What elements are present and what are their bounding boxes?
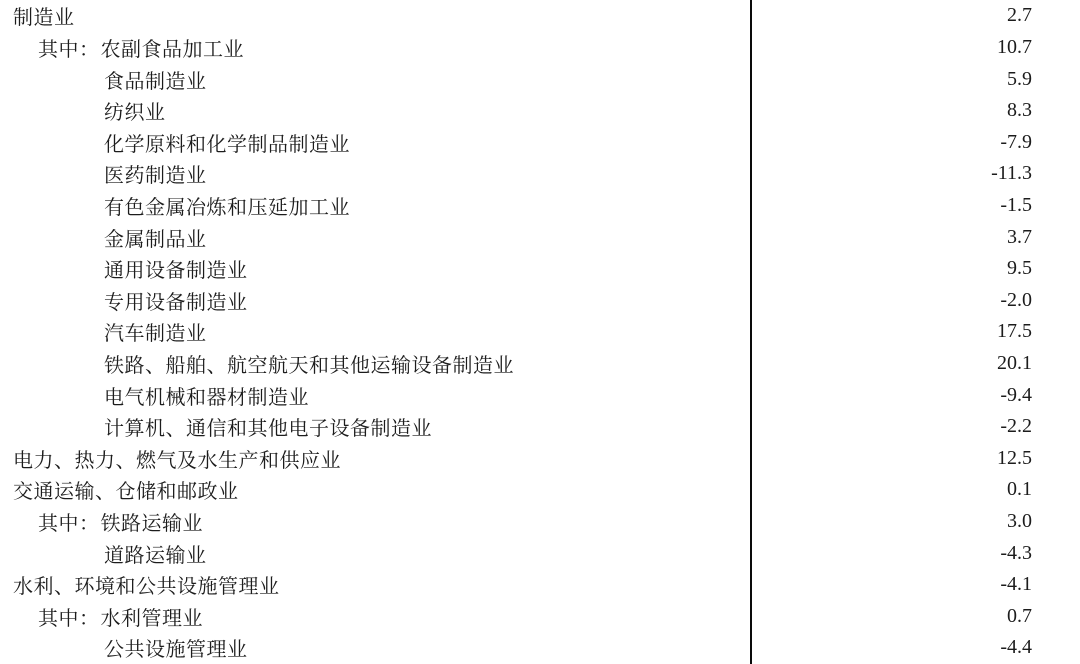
- industry-name: 铁路运输业: [100, 513, 203, 536]
- industry-name: 专用设备制造业: [104, 291, 248, 314]
- table-row: [0, 284, 1080, 316]
- industry-label: [0, 444, 752, 473]
- industry-name: 汽车制造业: [104, 323, 207, 346]
- industry-name: 食品制造业: [104, 70, 207, 93]
- industry-label: [0, 65, 752, 94]
- table-row: [0, 253, 1080, 285]
- industry-label: [0, 412, 752, 441]
- industry-label: [0, 633, 752, 662]
- growth-value: 20.1: [997, 352, 1032, 374]
- among-which-prefix: 其中：: [38, 607, 100, 630]
- growth-value: 10.7: [997, 35, 1032, 58]
- table-row: [0, 348, 1080, 380]
- industry-name: 电气机械和器材制造业: [104, 386, 309, 409]
- industry-label: [0, 539, 752, 568]
- table-row: [0, 474, 1080, 506]
- table-row: [0, 32, 1080, 64]
- industry-name: 道路运输业: [104, 544, 207, 567]
- growth-value: -2.0: [1000, 288, 1032, 311]
- growth-value: -1.5: [1000, 193, 1032, 216]
- growth-value: 3.0: [1007, 510, 1032, 533]
- growth-value: 0.1: [1007, 478, 1032, 501]
- industry-label: [0, 507, 752, 536]
- industry-name: 金属制品业: [104, 228, 207, 251]
- table-row: [0, 316, 1080, 348]
- industry-label: [0, 349, 752, 378]
- industry-label: [0, 128, 752, 157]
- growth-value: -7.9: [1000, 130, 1032, 153]
- table-row: [0, 158, 1080, 190]
- growth-value: -4.3: [1000, 541, 1032, 564]
- table-row: [0, 632, 1080, 664]
- table-row: [0, 190, 1080, 222]
- table-row: [0, 537, 1080, 569]
- industry-name: 水利、环境和公共设施管理业: [13, 576, 280, 599]
- industry-label: [0, 96, 752, 125]
- growth-value: -11.3: [991, 162, 1032, 185]
- table-row: [0, 506, 1080, 538]
- industry-label: [0, 254, 752, 283]
- industry-label: [0, 1, 752, 30]
- industry-label: [0, 602, 752, 631]
- growth-value: 0.7: [1007, 604, 1032, 627]
- table-row: [0, 95, 1080, 127]
- growth-value: 9.5: [1007, 257, 1032, 280]
- table-row: [0, 221, 1080, 253]
- growth-value: -4.1: [1000, 573, 1032, 596]
- growth-value: 17.5: [997, 320, 1032, 343]
- industry-name: 化学原料和化学制品制造业: [104, 133, 350, 156]
- growth-value: 3.7: [1007, 225, 1032, 248]
- growth-value: 2.7: [1007, 4, 1032, 27]
- growth-value: 8.3: [1007, 99, 1032, 122]
- table-row: [0, 63, 1080, 95]
- growth-value: 12.5: [997, 446, 1032, 469]
- industry-name: 医药制造业: [104, 165, 207, 188]
- industry-label: [0, 33, 752, 62]
- industry-name: 铁路、船舶、航空航天和其他运输设备制造业: [104, 355, 514, 377]
- industry-label: [0, 286, 752, 315]
- table-row: [0, 411, 1080, 443]
- table-row: [0, 0, 1080, 32]
- table-row: [0, 379, 1080, 411]
- industry-label: [0, 223, 752, 252]
- industry-label: [0, 317, 752, 346]
- growth-value: -9.4: [1000, 383, 1032, 406]
- industry-name: 计算机、通信和其他电子设备制造业: [104, 418, 432, 441]
- industry-name: 水利管理业: [100, 607, 203, 630]
- industry-name: 农副食品加工业: [100, 38, 244, 61]
- among-which-prefix: 其中：: [38, 38, 100, 61]
- industry-name: 电力、热力、燃气及水生产和供应业: [13, 449, 341, 472]
- table-row: [0, 126, 1080, 158]
- industry-name: 通用设备制造业: [104, 260, 248, 283]
- growth-value: -4.4: [1000, 636, 1032, 659]
- table-row: [0, 601, 1080, 633]
- industry-name: 制造业: [13, 7, 75, 30]
- industry-label: [0, 381, 752, 410]
- industry-label: [0, 191, 752, 220]
- industry-name: 有色金属冶炼和压延加工业: [104, 196, 350, 219]
- growth-value: 5.9: [1007, 67, 1032, 90]
- industry-name: 交通运输、仓储和邮政业: [13, 481, 239, 504]
- industry-name: 纺织业: [104, 102, 166, 125]
- growth-value: -2.2: [1000, 415, 1032, 438]
- industry-label: [0, 475, 752, 504]
- industry-name: 公共设施管理业: [104, 639, 248, 662]
- among-which-prefix: 其中：: [38, 513, 100, 536]
- table-row: [0, 569, 1080, 601]
- table-row: [0, 443, 1080, 475]
- industry-label: [0, 570, 752, 599]
- industry-label: [0, 159, 752, 188]
